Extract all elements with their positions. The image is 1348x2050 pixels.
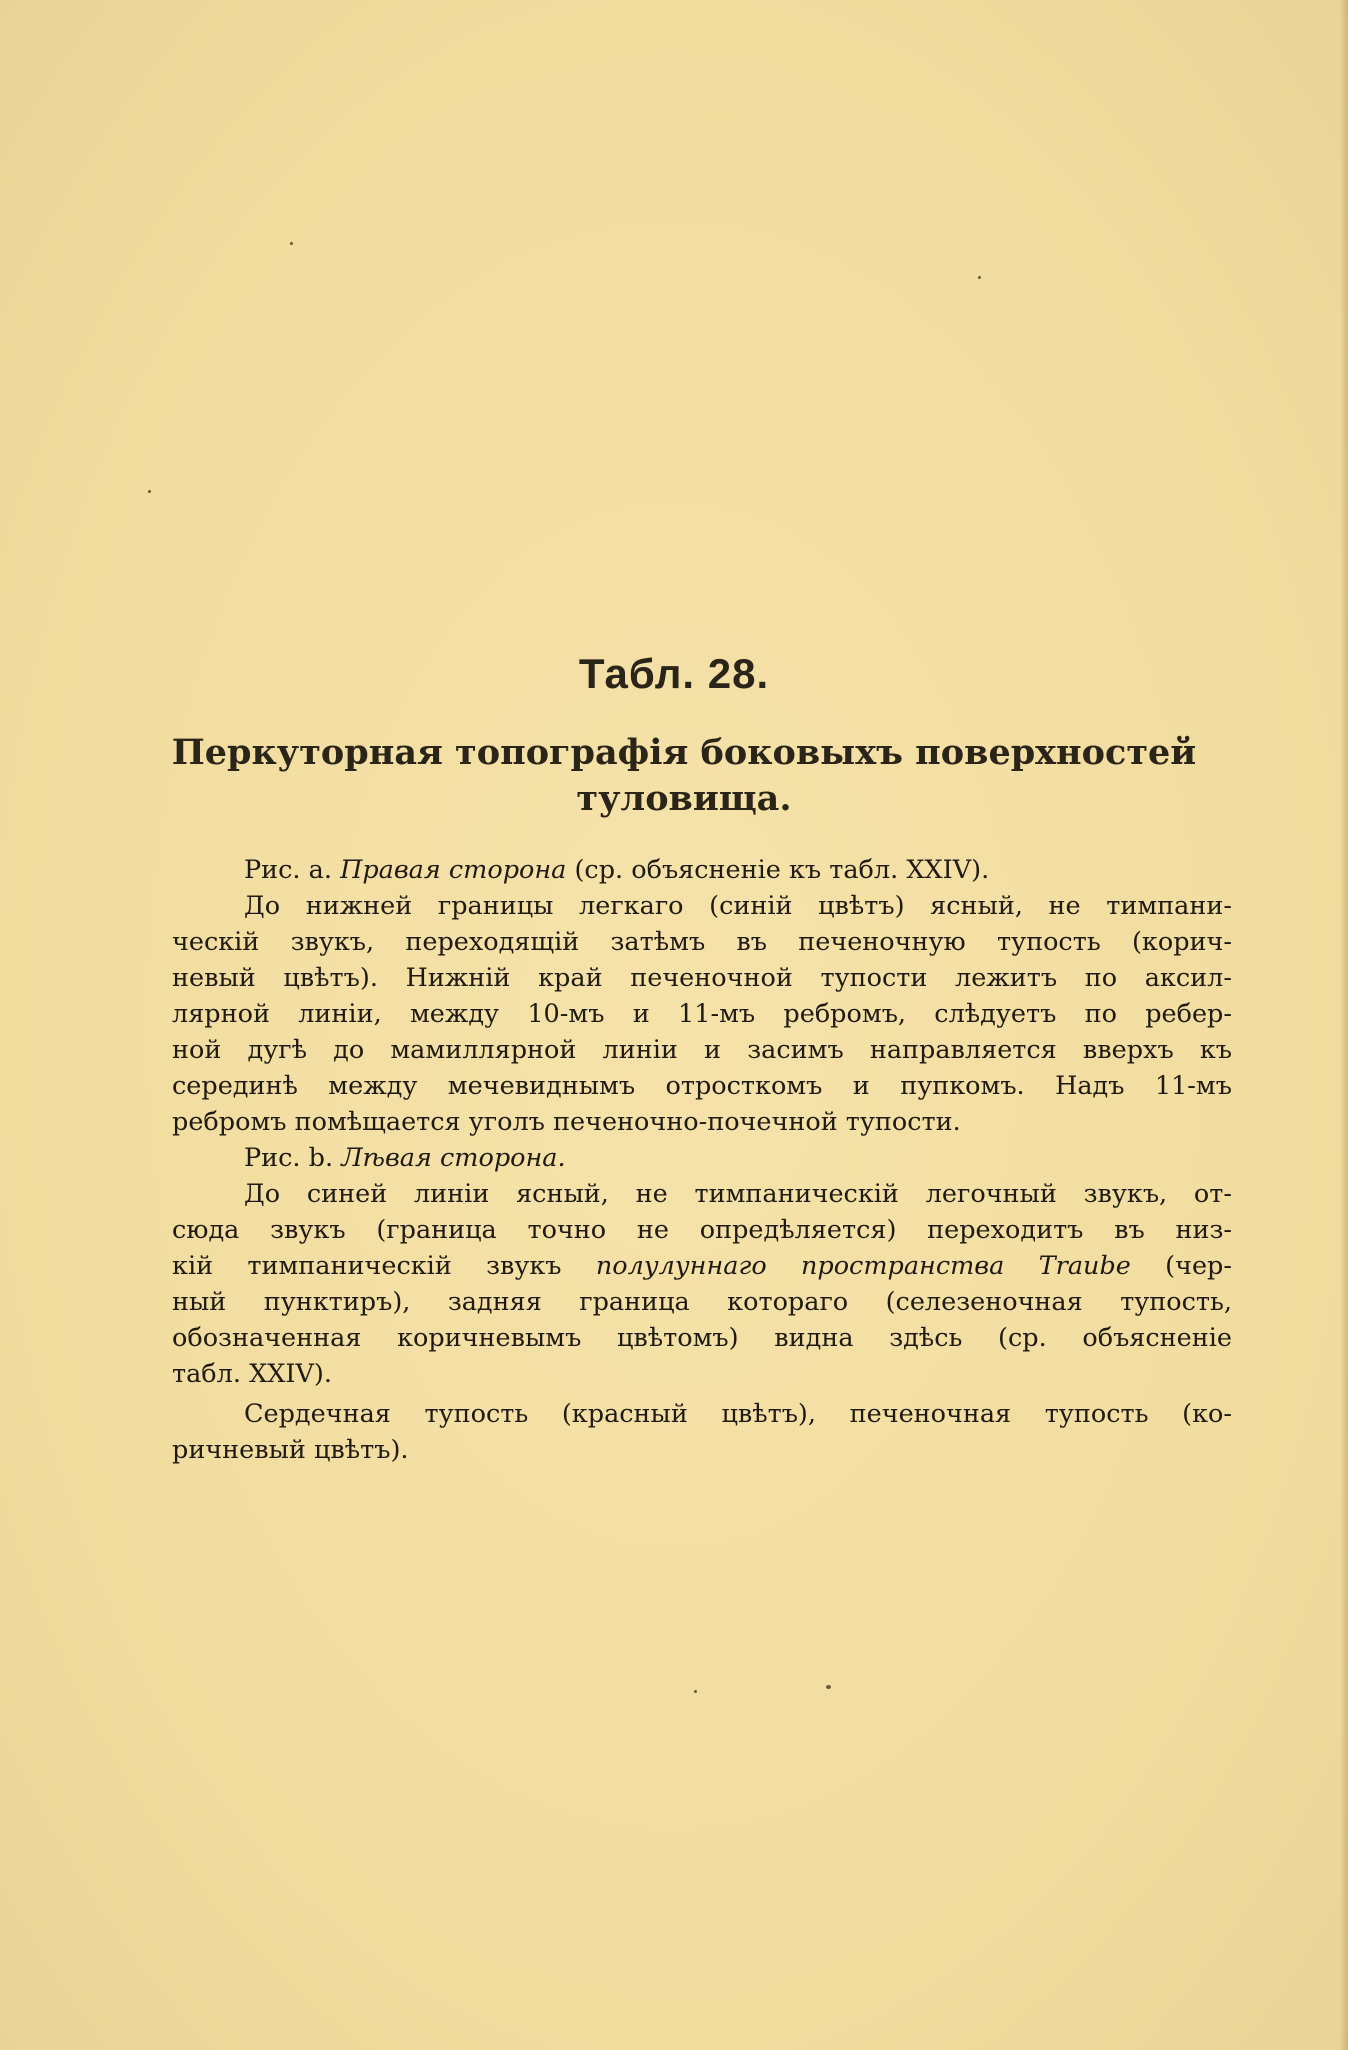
text-line: невый цвѣтъ). Нижній край печеночной тупости лежитъ по аксил- xyxy=(172,963,1232,993)
paper-speck xyxy=(978,276,981,279)
paper-speck xyxy=(148,490,151,493)
figure-a-caption xyxy=(172,852,1232,888)
text-line: ребромъ помѣщается уголъ печеночно-почечной тупости. xyxy=(172,1107,961,1137)
body-text xyxy=(172,852,1232,1468)
text-fragment-italic: полулуннаго пространства Traube xyxy=(595,1251,1131,1281)
heading-line: туловища. xyxy=(576,778,792,819)
text-line: Сердечная тупость (красный цвѣтъ), печеночная тупость (ко- xyxy=(244,1399,1232,1429)
text-line: До синей линіи ясный, не тимпаническій легочный звукъ, от- xyxy=(244,1179,1232,1209)
figure-b-caption xyxy=(172,1140,1232,1176)
text-line: ческій звукъ, переходящій затѣмъ въ печеночную тупость (корич- xyxy=(172,927,1232,957)
text-line: До нижней границы легкаго (синій цвѣтъ) ясный, не тимпани- xyxy=(244,891,1232,921)
text-line: обозначенная коричневымъ цвѣтомъ) видна здѣсь (ср. объясненіе xyxy=(172,1323,1232,1353)
paper-speck xyxy=(694,1690,697,1693)
text-line: ричневый цвѣтъ). xyxy=(172,1435,409,1465)
text-fragment: (чер- xyxy=(1165,1251,1232,1281)
heading-line: Перкуторная топографія боковыхъ поверхностей xyxy=(171,732,1197,773)
table-title: Табл. 28. xyxy=(578,650,770,697)
text-line: табл. XXIV). xyxy=(172,1359,332,1389)
page-edge-shadow xyxy=(1340,0,1348,2050)
text-fragment: кій тимпаническій звукъ xyxy=(172,1251,562,1281)
figure-b-side: Лѣвая сторона. xyxy=(341,1143,566,1173)
figure-a-side: Правая сторона xyxy=(340,855,567,885)
paper-speck xyxy=(826,1685,831,1689)
text-line xyxy=(172,1248,1232,1284)
section-heading xyxy=(170,730,1198,822)
figure-b-label: Рис. b. xyxy=(244,1143,334,1173)
text-line: ный пунктиръ), задняя граница котораго (селезеночная тупость, xyxy=(172,1287,1232,1317)
text-line: ной дугѣ до мамиллярной линіи и засимъ направляется вверхъ къ xyxy=(172,1035,1232,1065)
figure-a-label: Рис. а. xyxy=(244,855,332,885)
text-line: серединѣ между мечевиднымъ отросткомъ и пупкомъ. Надъ 11-мъ xyxy=(172,1071,1232,1101)
paper-speck xyxy=(290,242,293,245)
text-line: сюда звукъ (граница точно не опредѣляется) переходитъ въ низ- xyxy=(172,1215,1232,1245)
figure-a-reference: (ср. объясненіе къ табл. XXIV). xyxy=(574,855,990,885)
text-line: лярной линіи, между 10-мъ и 11-мъ ребромъ, слѣдуетъ по ребер- xyxy=(172,999,1232,1029)
